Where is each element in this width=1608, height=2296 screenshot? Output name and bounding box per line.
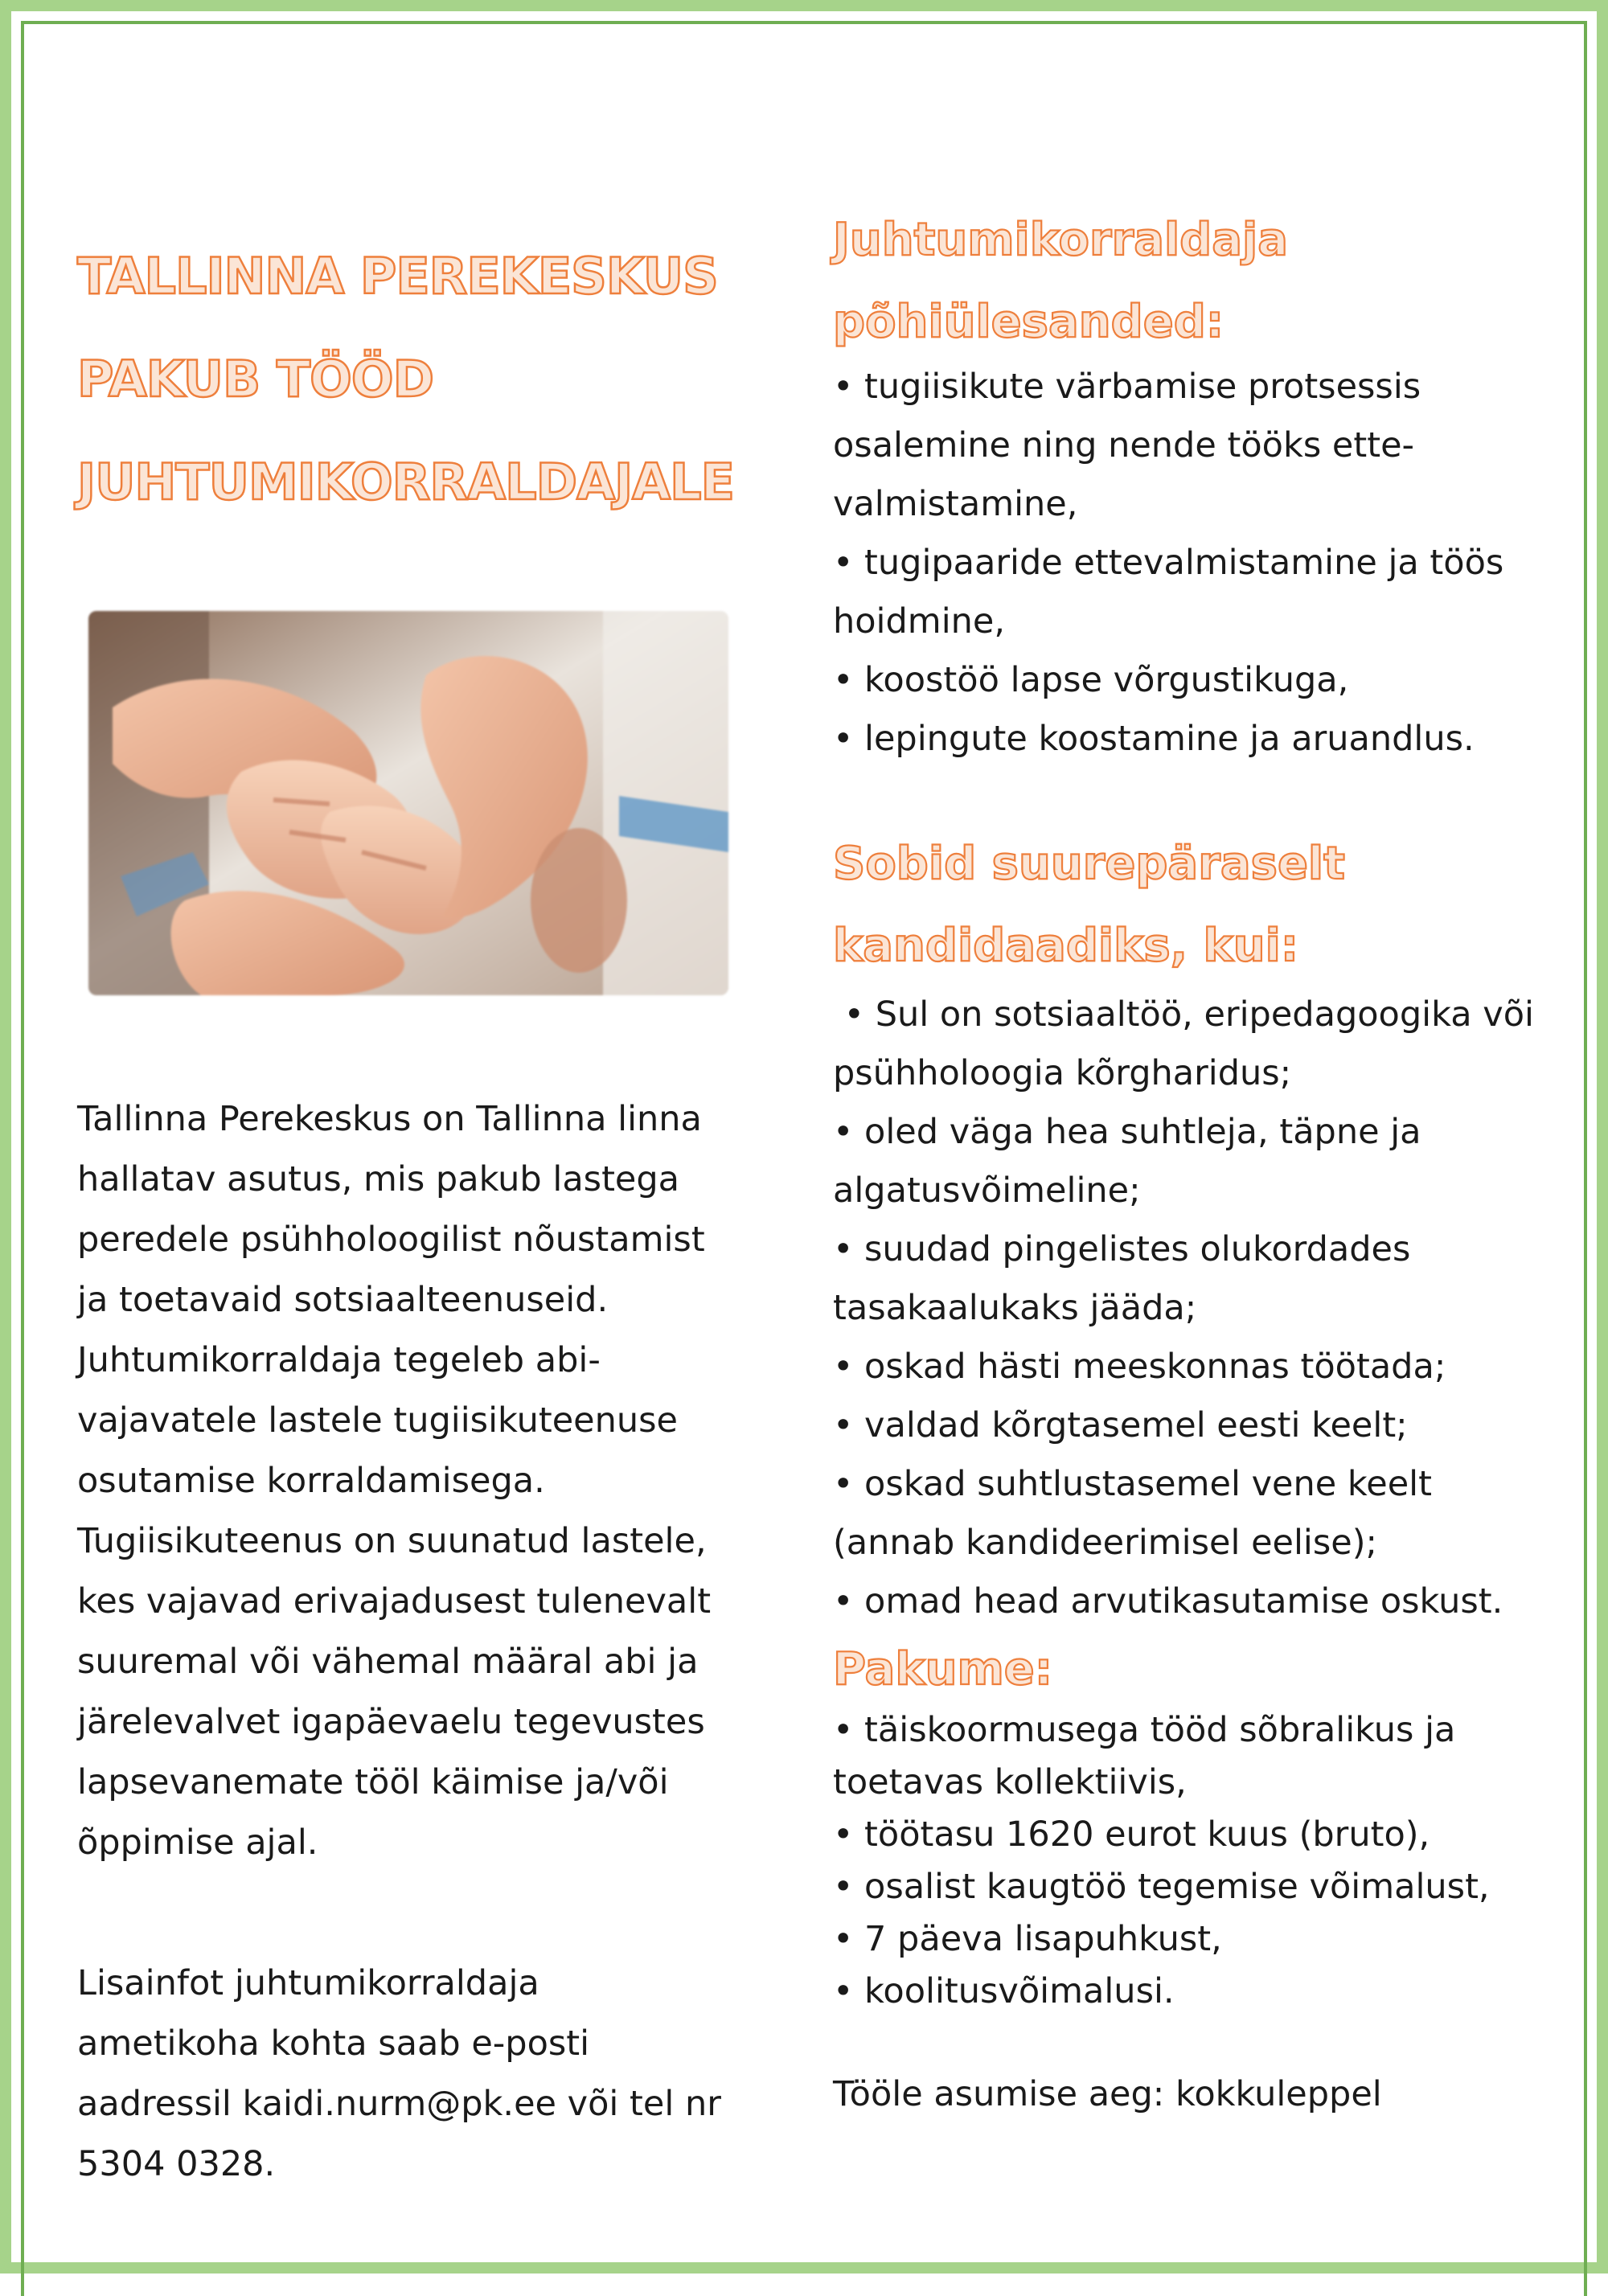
intro-line: lapsevanemate tööl käimise ja/või (77, 1762, 669, 1802)
intro-line: suuremal või vähemal määral abi ja (77, 1642, 699, 1682)
list-item: • 7 päeva lisapuhkust, (833, 1919, 1222, 1959)
list-item: algatusvõimeline; (833, 1171, 1141, 1211)
intro-line: järelevalvet igapäevaelu tegevustes (77, 1702, 705, 1742)
list-item: • oskad suhtlustasemel vene keelt (833, 1464, 1432, 1504)
tasks-heading-line: Juhtumikorraldaja (833, 214, 1289, 266)
title-line-1: TALLINNA PEREKESKUS (77, 247, 718, 305)
offer-list (833, 1704, 1540, 2018)
list-item: • tugipaaride ettevalmistamine ja töös (833, 543, 1504, 583)
poster-title (77, 225, 769, 534)
intro-line: Juhtumikorraldaja tegeleb abi- (77, 1340, 601, 1380)
intro-line: Tugiisikuteenus on suunatud lastele, (77, 1521, 707, 1561)
requirements-heading-line: Sobid suurepäraselt (833, 838, 1345, 890)
contact-line: aadressil kaidi.nurm@pk.ee või tel nr (77, 2084, 721, 2124)
intro-line: õppimise ajal. (77, 1822, 318, 1863)
intro-line: vajavatele lastele tugiisikuteenuse (77, 1400, 678, 1441)
list-item: tasakaalukaks jääda; (833, 1288, 1197, 1328)
list-item: valmistamine, (833, 484, 1078, 524)
start-date-text: Tööle asumise aeg: kokkuleppel (833, 2074, 1382, 2114)
list-item: (annab kandideerimisel eelise); (833, 1523, 1377, 1563)
list-item: toetavas kollektiivis, (833, 1762, 1187, 1802)
requirements-list (833, 986, 1549, 1631)
intro-paragraph (77, 1089, 785, 1873)
offer-heading: Pakume: (833, 1643, 1053, 1695)
intro-line: osutamise korraldamisega. (77, 1461, 545, 1501)
title-line-2: PAKUB TÖÖD (77, 350, 434, 408)
list-item: • töötasu 1620 eurot kuus (bruto), (833, 1814, 1430, 1855)
list-item: • lepingute koostamine ja aruandlus. (833, 719, 1475, 759)
list-item: • suudad pingelistes olukordades (833, 1229, 1411, 1269)
intro-line: Tallinna Perekeskus on Tallinna linna (77, 1099, 702, 1139)
intro-line: hallatav asutus, mis pakub lastega (77, 1159, 680, 1199)
list-item: • oled väga hea suhtleja, täpne ja (833, 1112, 1421, 1152)
list-item: hoidmine, (833, 601, 1006, 642)
tasks-list (833, 358, 1540, 769)
list-item: osalemine ning nende tööks ette- (833, 425, 1415, 465)
list-item: • täiskoormusega tööd sõbralikus ja (833, 1710, 1456, 1750)
list-item: • koolitusvõimalusi. (833, 1971, 1175, 2011)
contact-line: ametikoha kohta saab e-posti (77, 2023, 590, 2064)
list-item: • Sul on sotsiaaltöö, eripedagoogika või (833, 994, 1534, 1035)
list-item: psühholoogia kõrgharidus; (833, 1053, 1292, 1093)
intro-line: peredele psühholoogilist nõustamist (77, 1220, 705, 1260)
list-item: • oskad hästi meeskonnas töötada; (833, 1347, 1446, 1387)
list-item: • koostöö lapse võrgustikuga, (833, 660, 1349, 700)
contact-line: Lisainfot juhtumikorraldaja (77, 1963, 539, 2003)
contact-line: 5304 0328. (77, 2144, 276, 2184)
tasks-heading-line: põhiülesanded: (833, 296, 1224, 348)
contact-paragraph (77, 1954, 785, 2195)
requirements-heading (833, 823, 1345, 987)
intro-line: kes vajavad erivajadusest tulenevalt (77, 1581, 712, 1622)
list-item: • osalist kaugtöö tegemise võimalust, (833, 1867, 1490, 1907)
intro-line: ja toetavaid sotsiaalteenuseid. (77, 1280, 609, 1320)
hands-photo (88, 611, 728, 995)
title-line-3: JUHTUMIKORRALDAJALE (77, 453, 735, 511)
tasks-heading (833, 199, 1288, 363)
list-item: • omad head arvutikasutamise oskust. (833, 1581, 1503, 1622)
requirements-heading-line: kandidaadiks, kui: (833, 920, 1299, 972)
list-item: • tugiisikute värbamise protsessis (833, 367, 1421, 407)
list-item: • valdad kõrgtasemel eesti keelt; (833, 1405, 1408, 1445)
